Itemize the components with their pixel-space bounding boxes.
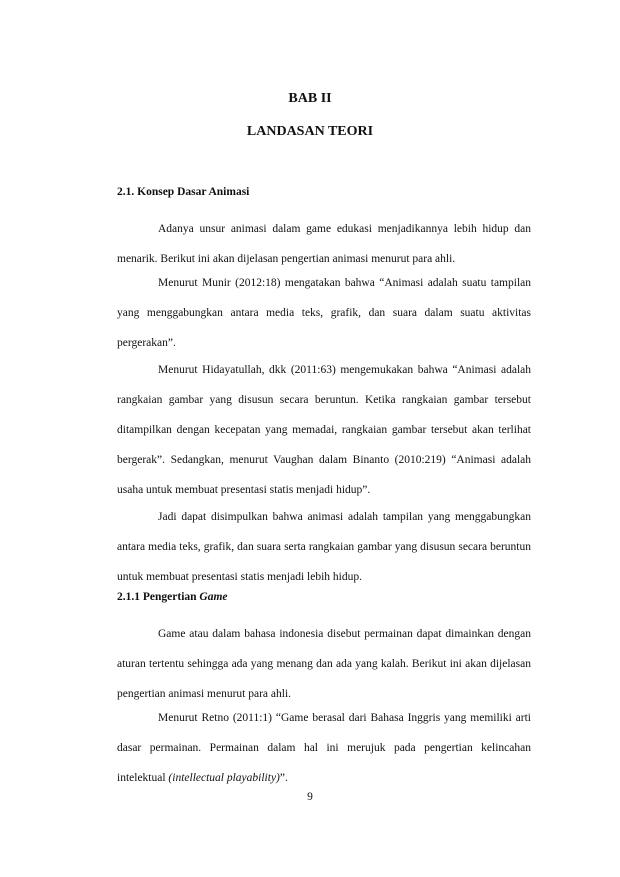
chapter-title: LANDASAN TEORI [246,124,374,139]
paragraph-kesimpulan: Jadi dapat disimpulkan bahwa animasi adalah tampilan yang menggabungkan antara media teks, grafik, dan suara serta rangkaian gambar yang disusun secara beruntun untuk membuat presentasi statis menjadi lebih hidup. [117,511,531,583]
paragraph-animasi-intro: Adanya unsur animasi dalam game edukasi menjadikannya lebih hidup dan menarik. Berikut ini akan dijelasan pengertian animasi menurut para ahli. [117,223,531,265]
heading-italic-game: Game [199,591,228,603]
paragraph-retno [117,703,531,793]
retno-end: ”. [279,772,288,784]
paragraph-munir: Menurut Munir (2012:18) mengatakan bahwa “Animasi adalah suatu tampilan yang menggabungkan antara media teks, grafik, dan suara dalam suatu aktivitas pergerakan”. [117,277,531,349]
page-number: 9 [307,791,313,803]
section-heading-2-1: 2.1. Konsep Dasar Animasi [117,186,250,198]
heading-text: 2.1.1 Pengertian [117,591,200,603]
paragraph-hidayatullah: Menurut Hidayatullah, dkk (2011:63) mengemukakan bahwa “Animasi adalah rangkaian gambar yang disusun secara beruntun. Ketika rangkaian gambar tersebut ditampilkan dengan kecepatan yang memadai, rangkaian gambar tersebut akan terlihat bergerak”. Sedangkan, menurut Vaughan dalam Binanto (2010:219) “Animasi adalah usaha untuk membuat presentasi statis menjadi hidup”. [117,364,531,496]
retno-text: Menurut Retno (2011:1) “Game berasal dari Bahasa Inggris yang memiliki arti dasar permainan. Permainan dalam hal ini merujuk pada pengertian kelincahan intelektual [117,712,531,784]
paragraph-game-intro: Game atau dalam bahasa indonesia disebut permainan dapat dimainkan dengan aturan tertentu sehingga ada yang menang dan ada yang kalah. Berikut ini akan dijelasan pengertian animasi menurut para ahli. [117,628,531,700]
retno-italic: (intellectual playability) [168,772,280,784]
chapter-number: BAB II [288,91,332,106]
section-heading-2-1-1 [117,591,228,603]
